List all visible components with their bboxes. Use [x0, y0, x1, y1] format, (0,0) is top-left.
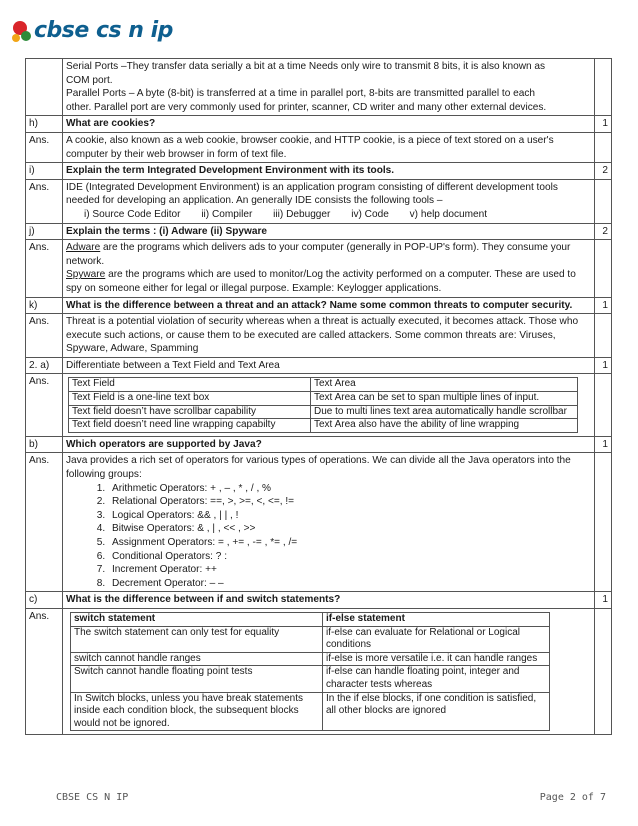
question-number: j) [26, 223, 63, 240]
table-row [26, 223, 612, 240]
list-item: 2. Relational Operators: ==, >, >=, <, <=, != [108, 495, 591, 509]
operators-list [66, 482, 591, 591]
table-row: Text field doesn’t need line wrapping capabilty Text Area also have the ability of line wrapping [69, 419, 578, 433]
table-row [26, 314, 612, 358]
table-row [26, 453, 612, 592]
table-row [26, 179, 612, 223]
list-item: 7. Increment Operator: ++ [108, 563, 591, 577]
question-number: h) [26, 116, 63, 133]
question-text: Explain the term Integrated Development Environment with its tools. [63, 163, 595, 180]
question-text: What is the difference between if and switch statements? [63, 592, 595, 609]
site-logo [8, 14, 178, 50]
list-item: 1. Arithmetic Operators: + , – , * , / , % [108, 482, 591, 496]
list-item: 5. Assignment Operators: = , += , -= , *= , /= [108, 536, 591, 550]
answer-label: Ans. [26, 179, 63, 223]
table-row: Switch cannot handle floating point tests if-else can handle floating point, integer and character tests whereas [71, 666, 550, 692]
ide-tools-list: i) Source Code Editor ii) Compiler iii) Debugger iv) Code v) help document [84, 208, 488, 220]
marks: 2 [595, 163, 612, 180]
question-number: b) [26, 436, 63, 453]
table-row: In Switch blocks, unless you have break statements inside each condition block, the subsequent blocks would not be ignored. In the if else blocks, if one condition is satisfied, all other blocks are ignored [71, 692, 550, 731]
answer-text: IDE (Integrated Development Environment) is an application program consisting of different development tools needed for developing an application. An generally IDE consists the following tools – i) Source Code Editor ii) Compiler iii) Debugger iv) Code v) help document [63, 179, 595, 223]
answer-label: Ans. [26, 608, 63, 734]
answer-label: Ans. [26, 240, 63, 297]
textfield-vs-textarea-table [68, 377, 578, 432]
question-table [25, 58, 612, 735]
answer-label: Ans. [26, 374, 63, 436]
answer-label: Ans. [26, 314, 63, 358]
marks: 2 [595, 223, 612, 240]
page-footer [56, 792, 606, 803]
table-row [26, 357, 612, 374]
answer-text [63, 608, 595, 734]
table-row [26, 163, 612, 180]
question-text: Differentiate between a Text Field and Text Area [63, 357, 595, 374]
question-text: Explain the terms : (i) Adware (ii) Spyware [63, 223, 595, 240]
answer-text: A cookie, also known as a web cookie, browser cookie, and HTTP cookie, is a piece of text stored on a user's computer by their web browser in form of text file. [63, 132, 595, 162]
answer-text: Threat is a potential violation of security whereas when a threat is actually executed, it becomes attack. Those who execute such actions, or cause them to be executed are called attackers. Some common threats are: Viruses, Spyware, Adware, Spamming [63, 314, 595, 358]
question-number: c) [26, 592, 63, 609]
logo-text: cbse cs n ip [34, 18, 173, 43]
table-row [26, 297, 612, 314]
answer-label: Ans. [26, 453, 63, 592]
list-item: 4. Bitwise Operators: & , | , << , >> [108, 522, 591, 536]
question-text: What is the difference between a threat and an attack? Name some common threats to computer security. [63, 297, 595, 314]
table-row [26, 608, 612, 734]
serial-ports-answer: Serial Ports –They transfer data serially a bit at a time Needs only wire to transmit 8 bits, it is also known as COM port. Parallel Ports – A byte (8-bit) is transferred at a time in parallel port, 8-bits are transmitted parallel to each other. Parallel port are very commonly used for printer, scanner, CD writer and many other external devices. [63, 59, 595, 116]
marks: 1 [595, 116, 612, 133]
question-number: k) [26, 297, 63, 314]
list-item: 6. Conditional Operators: ? : [108, 550, 591, 564]
question-text: Which operators are supported by Java? [63, 436, 595, 453]
question-number: 2. a) [26, 357, 63, 374]
table-row [26, 592, 612, 609]
marks: 1 [595, 436, 612, 453]
answer-text: Java provides a rich set of operators for various types of operations. We can divide all the Java operators into the following groups: 1. Arithmetic Operators: + , – , * , / , % 2. Relational Operators: ==, >, >=, <, <=, != 3. Logical Operators: && , | | , ! 4. Bitwise Operators: & , | , << , >> 5. Assignment Operators: = , += , -= , *= , /= 6. Conditional Operators: ? : 7. Increment Operator: ++ 8. Decrement Operator: – – [63, 453, 595, 592]
table-row [26, 374, 612, 436]
table-row: The switch statement can only test for equality if-else can evaluate for Relational or Logical conditions [71, 626, 550, 652]
table-row [26, 59, 612, 116]
table-row: Text field doesn’t have scrollbar capability Due to multi lines text area automatically handle scrollbar [69, 405, 578, 419]
page-number: Page 2 of 7 [539, 792, 606, 803]
table-row [26, 116, 612, 133]
table-row [26, 436, 612, 453]
table-row: switch cannot handle ranges if-else is more versatile i.e. it can handle ranges [71, 652, 550, 666]
table-row: Text Field Text Area [69, 378, 578, 392]
list-item: 8. Decrement Operator: – – [108, 577, 591, 591]
table-row: switch statement if-else statement [71, 612, 550, 626]
table-row: Text Field is a one-line text box Text Area can be set to span multiple lines of input. [69, 392, 578, 406]
question-number: i) [26, 163, 63, 180]
marks: 1 [595, 357, 612, 374]
list-item: 3. Logical Operators: && , | | , ! [108, 509, 591, 523]
footer-title: CBSE CS N IP [56, 792, 129, 803]
switch-vs-ifelse-table [70, 612, 550, 731]
answer-text: Adware are the programs which delivers ads to your computer (generally in POP-UP's form). They consume your network. Spyware are the programs which are used to monitor/Log the activity performed on a computer. These are used to spy on someone either for legal or illegal purpose. Example: Keylogger applications. [63, 240, 595, 297]
question-text: What are cookies? [63, 116, 595, 133]
answer-text [63, 374, 595, 436]
table-row [26, 132, 612, 162]
table-row [26, 240, 612, 297]
answer-label: Ans. [26, 132, 63, 162]
marks: 1 [595, 297, 612, 314]
marks: 1 [595, 592, 612, 609]
